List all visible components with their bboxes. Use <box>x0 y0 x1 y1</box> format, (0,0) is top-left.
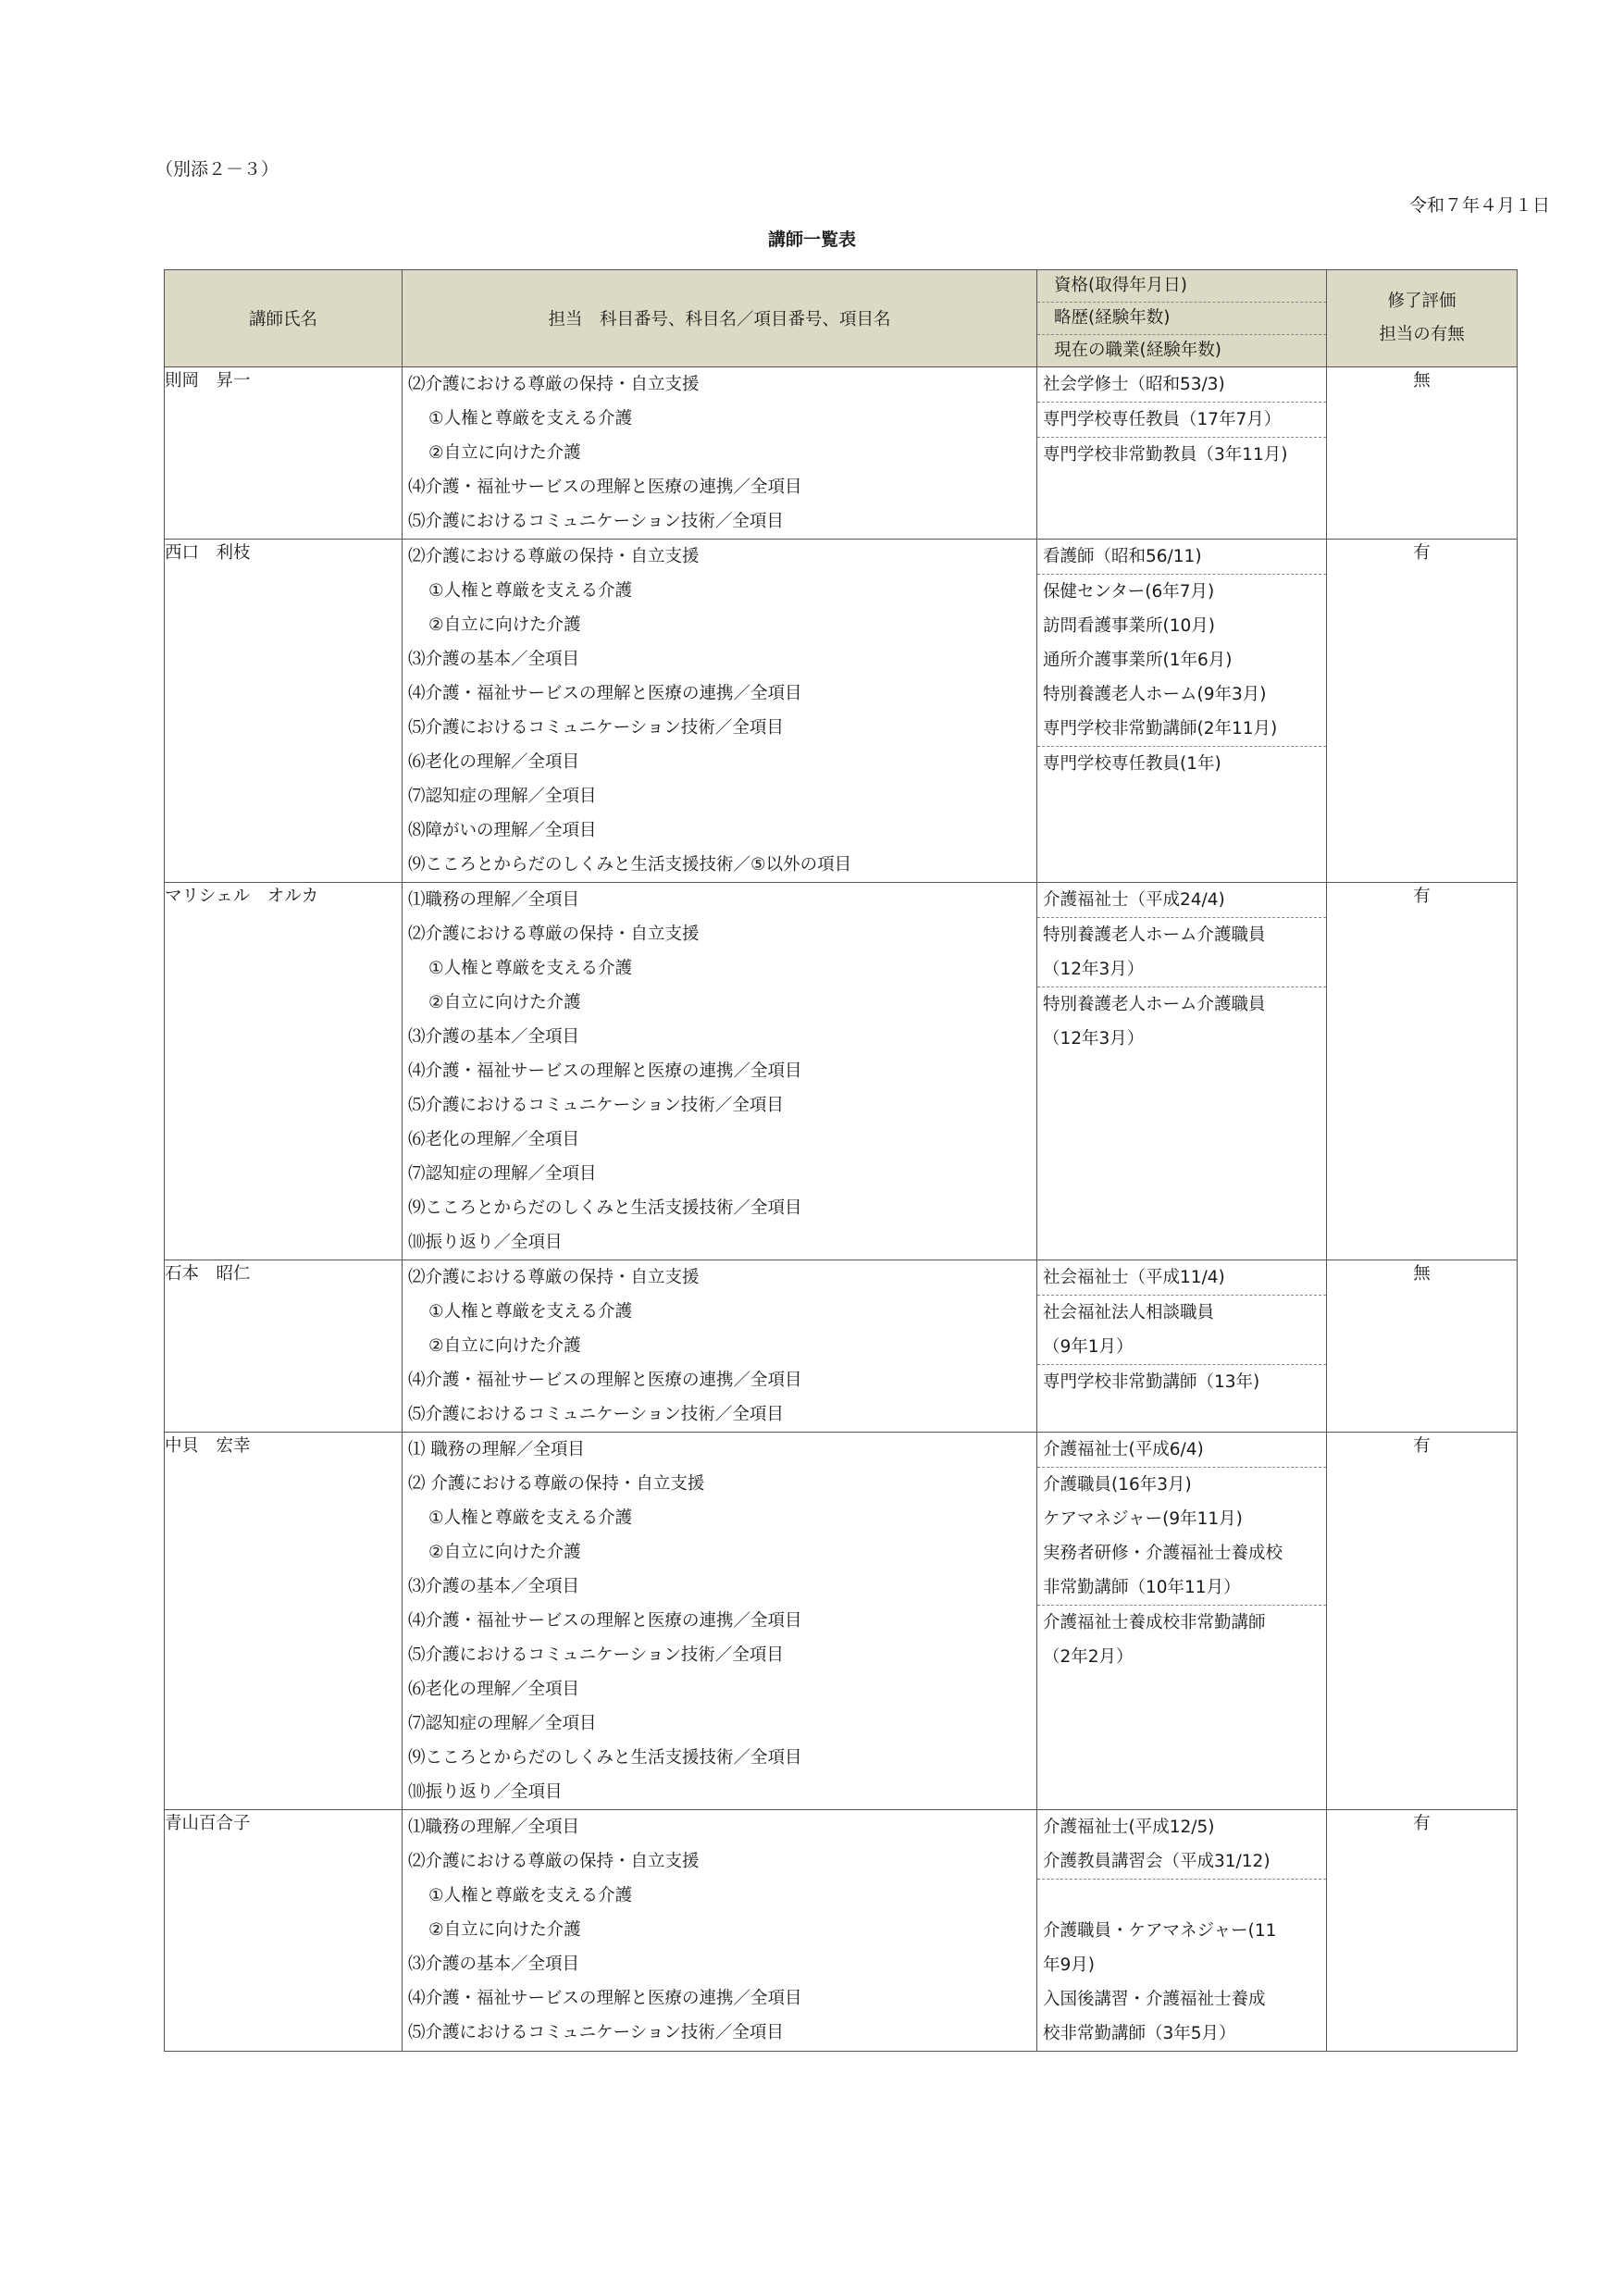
subject-item: ⑸介護におけるコミュニケーション技術／全項目 <box>408 1405 784 1424</box>
qualification-group <box>1037 1433 1326 1468</box>
subject-item: ⑵介護における尊厳の保持・自立支援 <box>408 1268 700 1287</box>
subject-item: ①人権と尊厳を支える介護 <box>428 959 633 978</box>
subject-item: ①人権と尊厳を支える介護 <box>428 1302 633 1322</box>
qualification-cell <box>1037 1260 1327 1433</box>
current-group <box>1037 747 1326 781</box>
qualification-cell <box>1037 1433 1327 1810</box>
subject-item: ⑸介護におけるコミュニケーション技術／全項目 <box>408 2023 784 2042</box>
subject-list <box>403 1260 1037 1433</box>
header-career: 略歴(経験年数) <box>1037 303 1326 335</box>
career-group <box>1037 403 1326 438</box>
table-row <box>165 1810 1518 2052</box>
career-group <box>1037 918 1326 987</box>
career-line: ケアマネジャー(9年11月) <box>1043 1509 1243 1529</box>
current-line: （2年2月） <box>1043 1647 1134 1667</box>
career-group <box>1037 1880 1326 2051</box>
header-eval-line2: 担当の有無 <box>1379 325 1465 344</box>
instructor-name: 青山百合子 <box>165 1810 403 2052</box>
career-group <box>1037 1296 1326 1365</box>
subject-item: ⑼こころとからだのしくみと生活支援技術／全項目 <box>408 1748 802 1768</box>
page-title: 講師一覧表 <box>767 230 856 250</box>
evaluation-flag: 有 <box>1327 1810 1518 2052</box>
subject-item: ⑸介護におけるコミュニケーション技術／全項目 <box>408 718 784 738</box>
subject-item: ⑸介護におけるコミュニケーション技術／全項目 <box>408 1645 784 1665</box>
document-date: 令和７年４月１日 <box>1408 195 1550 216</box>
subject-item: ⑽振り返り／全項目 <box>408 1782 563 1802</box>
subject-item: ⑴職務の理解／全項目 <box>408 1818 580 1837</box>
qualification-line: 介護福祉士（平成24/4) <box>1043 890 1225 910</box>
career-line: 非常勤講師（10年11月） <box>1043 1578 1241 1597</box>
qualification-cell <box>1037 367 1327 540</box>
instructor-name: 中貝 宏幸 <box>165 1433 403 1810</box>
subject-item: ⑷介護・福祉サービスの理解と医療の連携／全項目 <box>408 1989 802 2008</box>
header-name: 講師氏名 <box>165 270 403 367</box>
subject-item: ⑼こころとからだのしくみと生活支援技術／全項目 <box>408 1198 802 1218</box>
career-line: 入国後講習・介護福祉士養成 <box>1043 1990 1266 2009</box>
career-line: 介護職員(16年3月) <box>1043 1475 1192 1495</box>
instructor-name: 石本 昭仁 <box>165 1260 403 1433</box>
subject-item: ⑶介護の基本／全項目 <box>408 1027 580 1047</box>
header-subjects: 担当 科目番号、科目名／項目番号、項目名 <box>403 270 1037 367</box>
current-group <box>1037 1365 1326 1399</box>
evaluation-flag: 有 <box>1327 540 1518 883</box>
table-row <box>165 883 1518 1260</box>
current-group <box>1037 1606 1326 1674</box>
subject-item: ⑹老化の理解／全項目 <box>408 1130 580 1149</box>
subject-item: ①人権と尊厳を支える介護 <box>428 581 633 601</box>
table-row <box>165 1260 1518 1433</box>
instructor-name: 西口 利枝 <box>165 540 403 883</box>
qualification-group <box>1037 883 1326 918</box>
header-qualification: 資格(取得年月日) <box>1037 270 1326 303</box>
career-group <box>1037 1468 1326 1606</box>
subject-item: ⑺認知症の理解／全項目 <box>408 787 597 806</box>
qualification-line: 社会福祉士（平成11/4) <box>1043 1268 1225 1287</box>
evaluation-flag: 有 <box>1327 883 1518 1260</box>
table-row <box>165 540 1518 883</box>
career-line: 実務者研修・介護福祉士養成校 <box>1043 1544 1283 1563</box>
qualification-line: 社会学修士（昭和53/3) <box>1043 375 1225 394</box>
qualification-group <box>1037 367 1326 403</box>
subject-item: ②自立に向けた介護 <box>428 993 581 1012</box>
career-line: 年9月) <box>1043 1955 1095 1975</box>
qualification-cell <box>1037 540 1327 883</box>
subject-list <box>403 1810 1037 2052</box>
current-line: 専門学校非常勤講師（13年) <box>1043 1372 1260 1392</box>
table-header-row <box>165 270 1518 367</box>
qualification-line: 介護教員講習会（平成31/12) <box>1043 1852 1271 1871</box>
header-evaluation <box>1327 270 1518 367</box>
subject-item: ⑶介護の基本／全項目 <box>408 1577 580 1596</box>
evaluation-flag: 無 <box>1327 1260 1518 1433</box>
header-eval-line1: 修了評価 <box>1387 292 1457 311</box>
evaluation-flag: 有 <box>1327 1433 1518 1810</box>
subject-item: ⑵ 介護における尊厳の保持・自立支援 <box>408 1474 705 1494</box>
career-line: 社会福祉法人相談職員 <box>1043 1303 1215 1322</box>
qualification-cell <box>1037 883 1327 1260</box>
subject-item: ⑵介護における尊厳の保持・自立支援 <box>408 547 700 566</box>
career-line: （12年3月） <box>1043 960 1145 979</box>
table-row <box>165 367 1518 540</box>
current-line: 特別養護老人ホーム介護職員 <box>1043 995 1266 1014</box>
subject-item: ⑴職務の理解／全項目 <box>408 890 580 910</box>
subject-item: ⑷介護・福祉サービスの理解と医療の連携／全項目 <box>408 478 802 497</box>
qualification-group <box>1037 540 1326 575</box>
instructor-name: マリシェル オルカ <box>165 883 403 1260</box>
career-line: 校非常勤講師（3年5月） <box>1043 2024 1236 2043</box>
career-line: 介護職員・ケアマネジャー(11 <box>1043 1921 1277 1941</box>
table-body <box>165 367 1518 2052</box>
subject-item: ⑶介護の基本／全項目 <box>408 1955 580 1974</box>
subject-item: ②自立に向けた介護 <box>428 443 581 463</box>
current-group <box>1037 438 1326 472</box>
subject-item: ⑸介護におけるコミュニケーション技術／全項目 <box>408 512 784 531</box>
subject-item: ⑷介護・福祉サービスの理解と医療の連携／全項目 <box>408 1611 802 1631</box>
subject-item: ⑵介護における尊厳の保持・自立支援 <box>408 925 700 944</box>
table-row <box>165 1433 1518 1810</box>
subject-item: ⑹老化の理解／全項目 <box>408 1680 580 1699</box>
current-line: 介護福祉士養成校非常勤講師 <box>1043 1613 1266 1632</box>
subject-item: ②自立に向けた介護 <box>428 1920 581 1940</box>
subject-item: ⑶介護の基本／全項目 <box>408 650 580 669</box>
subject-item: ⑴ 職務の理解／全項目 <box>408 1440 585 1459</box>
instructor-table <box>164 269 1518 2052</box>
subject-item: ⑹老化の理解／全項目 <box>408 752 580 772</box>
career-line: 保健センター(6年7月) <box>1043 582 1215 602</box>
current-line: 専門学校非常勤教員（3年11月) <box>1043 445 1288 465</box>
subject-item: ⑵介護における尊厳の保持・自立支援 <box>408 1852 700 1871</box>
subject-item: ⑷介護・福祉サービスの理解と医療の連携／全項目 <box>408 1371 802 1390</box>
subject-item: ⑼こころとからだのしくみと生活支援技術／⑤以外の項目 <box>408 855 852 875</box>
subject-item: ⑺認知症の理解／全項目 <box>408 1164 597 1184</box>
subject-item: ②自立に向けた介護 <box>428 615 581 635</box>
subject-item: ⑻障がいの理解／全項目 <box>408 821 597 840</box>
subject-list <box>403 1433 1037 1810</box>
annex-label: （別添２－３） <box>155 159 279 180</box>
instructor-name: 則岡 昇一 <box>165 367 403 540</box>
career-line: 通所介護事業所(1年6月) <box>1043 651 1233 670</box>
subject-item: ⑵介護における尊厳の保持・自立支援 <box>408 375 700 394</box>
subject-list <box>403 540 1037 883</box>
career-line: 特別養護老人ホーム介護職員 <box>1043 925 1266 945</box>
subject-item: ⑷介護・福祉サービスの理解と医療の連携／全項目 <box>408 684 802 703</box>
evaluation-flag: 無 <box>1327 367 1518 540</box>
subject-item: ①人権と尊厳を支える介護 <box>428 1508 633 1528</box>
career-line <box>1043 1880 1322 1914</box>
qualification-line: 介護福祉士(平成6/4) <box>1043 1440 1204 1459</box>
subject-item: ⑽振り返り／全項目 <box>408 1233 563 1252</box>
career-line: 特別養護老人ホーム(9年3月) <box>1043 685 1267 704</box>
subject-item: ①人権と尊厳を支える介護 <box>428 409 633 428</box>
career-line: （9年1月） <box>1043 1337 1134 1357</box>
current-line: 専門学校専任教員(1年) <box>1043 754 1221 774</box>
qualification-line: 介護福祉士(平成12/5) <box>1043 1818 1215 1837</box>
career-line: 専門学校専任教員（17年7月） <box>1043 410 1282 429</box>
subject-item: ①人権と尊厳を支える介護 <box>428 1886 633 1905</box>
subject-item: ②自立に向けた介護 <box>428 1336 581 1356</box>
current-group <box>1037 987 1326 1056</box>
subject-list <box>403 367 1037 540</box>
current-line: （12年3月） <box>1043 1029 1145 1049</box>
career-group <box>1037 575 1326 747</box>
qualification-group <box>1037 1810 1326 1880</box>
subject-item: ⑺認知症の理解／全項目 <box>408 1714 597 1733</box>
qualification-line: 看護師（昭和56/11) <box>1043 547 1202 566</box>
subject-item: ⑸介護におけるコミュニケーション技術／全項目 <box>408 1096 784 1115</box>
career-line: 訪問看護事業所(10月) <box>1043 616 1215 636</box>
qualification-group <box>1037 1260 1326 1296</box>
subject-list <box>403 883 1037 1260</box>
career-line: 専門学校非常勤講師(2年11月) <box>1043 719 1278 738</box>
subject-item: ②自立に向けた介護 <box>428 1543 581 1562</box>
qualification-cell <box>1037 1810 1327 2052</box>
header-qualification-stack <box>1037 270 1327 367</box>
subject-item: ⑷介護・福祉サービスの理解と医療の連携／全項目 <box>408 1061 802 1081</box>
header-current-job: 現在の職業(経験年数) <box>1054 341 1221 360</box>
